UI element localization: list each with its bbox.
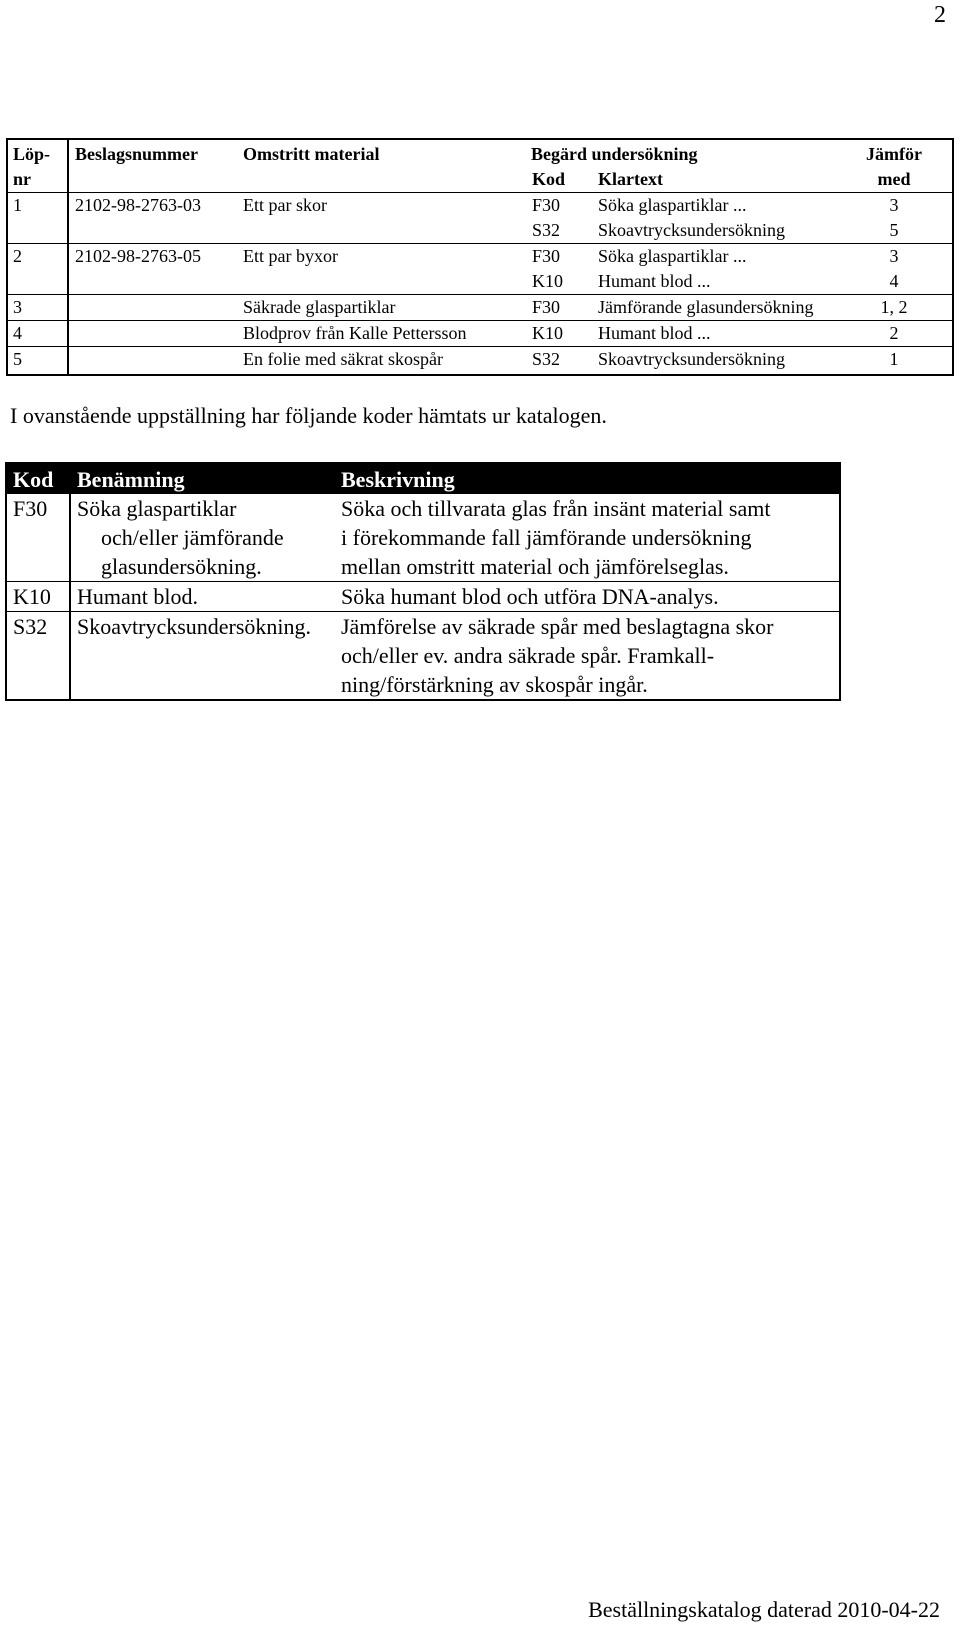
cell-kod: K10 xyxy=(6,582,70,612)
cell-jamfor: 3 xyxy=(844,244,953,270)
header-lopnr-line2: nr xyxy=(7,167,68,193)
cell-klartext: Skoavtrycksundersökning xyxy=(598,220,785,240)
code-row-f30 xyxy=(6,494,840,582)
header-benamning: Benämning xyxy=(70,463,335,494)
header-beslagsnummer: Beslagsnummer xyxy=(75,144,198,164)
cell-material xyxy=(237,269,527,295)
line: Humant blod. xyxy=(77,584,198,609)
header-klartext: Klartext xyxy=(598,169,663,189)
cell-beslag: 2102-98-2763-05 xyxy=(68,244,237,270)
cell-kod: F30 xyxy=(527,193,592,219)
table-row xyxy=(7,321,953,347)
header-jamfor-line2: med xyxy=(877,169,911,189)
cell-material: En folie med säkrat skospår xyxy=(237,347,527,376)
line: glasundersökning. xyxy=(101,554,262,579)
cell-klartext: Söka glaspartiklar ... xyxy=(592,193,844,219)
cell-nr: 2 xyxy=(7,244,68,270)
cell-benamning xyxy=(70,582,335,612)
cell-beskrivning xyxy=(335,582,840,612)
cell-kod: F30 xyxy=(527,295,592,321)
cell-benamning xyxy=(70,494,335,582)
cell-material: Ett par skor xyxy=(237,193,527,219)
cell-material xyxy=(237,218,527,244)
header-beskrivning: Beskrivning xyxy=(335,463,840,494)
cell-kod: F30 xyxy=(6,494,70,582)
cell-kod: S32 xyxy=(6,612,70,701)
cell-nr xyxy=(7,269,68,295)
cell-material: Ett par byxor xyxy=(237,244,527,270)
table-row xyxy=(7,347,953,376)
cell-beslag xyxy=(68,218,237,244)
table-row xyxy=(7,244,953,270)
intro-text: I ovanstående uppställning har följande koder hämtats ur katalogen. xyxy=(10,403,607,428)
code-row-s32 xyxy=(6,612,840,701)
cell-jamfor: 1 xyxy=(844,347,953,376)
header-lopnr: Löp- xyxy=(7,139,68,167)
cell-beslag xyxy=(68,269,237,295)
cell-jamfor: 1, 2 xyxy=(844,295,953,321)
page-number: 2 xyxy=(934,2,946,28)
cell-benamning xyxy=(70,612,335,701)
line: mellan omstritt material och jämförelseglas. xyxy=(341,554,729,579)
cell-klartext: Humant blod ... xyxy=(592,321,844,347)
cell-jamfor: 2 xyxy=(844,321,953,347)
line: Söka glaspartiklar xyxy=(77,496,237,521)
material-table-header xyxy=(7,139,953,167)
cell-beslag: 2102-98-2763-03 xyxy=(68,193,237,219)
cell-material: Säkrade glaspartiklar xyxy=(237,295,527,321)
table-row xyxy=(7,193,953,219)
line: Skoavtrycksundersökning. xyxy=(77,614,312,639)
material-table-subheader xyxy=(7,167,953,193)
cell-material: Blodprov från Kalle Pettersson xyxy=(237,321,527,347)
cell-klartext: Humant blod ... xyxy=(598,271,711,291)
table-row xyxy=(7,295,953,321)
line: ning/förstärkning av skospår ingår. xyxy=(341,672,648,697)
material-table xyxy=(6,138,954,376)
cell-nr xyxy=(7,218,68,244)
code-table-header xyxy=(6,463,840,494)
line: Söka humant blod och utföra DNA-analys. xyxy=(341,584,719,609)
cell-jamfor: 5 xyxy=(889,220,899,240)
line: och/eller ev. andra säkrade spår. Framkall- xyxy=(341,643,715,668)
cell-kod: K10 xyxy=(532,271,563,291)
cell-beslag xyxy=(68,295,237,321)
code-row-k10 xyxy=(6,582,840,612)
cell-jamfor: 3 xyxy=(844,193,953,219)
table-row xyxy=(7,218,953,244)
code-table xyxy=(5,462,841,701)
header-kod: Kod xyxy=(6,463,70,494)
header-omstritt-material: Omstritt material xyxy=(243,144,380,164)
table-row xyxy=(7,269,953,295)
cell-jamfor: 4 xyxy=(889,271,899,291)
line: Jämförelse av säkrade spår med beslagtagna skor xyxy=(341,614,774,639)
cell-kod: S32 xyxy=(532,220,561,240)
line: och/eller jämförande xyxy=(101,525,284,550)
footer-catalog-date: Beställningskatalog daterad 2010-04-22 xyxy=(588,1597,940,1622)
cell-nr: 3 xyxy=(7,295,68,321)
header-begard-undersokning: Begärd undersökning xyxy=(531,144,698,164)
cell-beskrivning xyxy=(335,494,840,582)
cell-beslag xyxy=(68,347,237,376)
header-kod: Kod xyxy=(532,169,566,189)
line: Söka och tillvarata glas från insänt material samt xyxy=(341,496,771,521)
cell-klartext: Söka glaspartiklar ... xyxy=(592,244,844,270)
cell-nr: 4 xyxy=(7,321,68,347)
header-jamfor: Jämför xyxy=(866,144,922,164)
cell-kod: F30 xyxy=(527,244,592,270)
cell-nr: 1 xyxy=(7,193,68,219)
cell-klartext: Skoavtrycksundersökning xyxy=(592,347,844,376)
line: i förekommande fall jämförande undersökning xyxy=(341,525,752,550)
cell-beskrivning xyxy=(335,612,840,701)
cell-beslag xyxy=(68,321,237,347)
cell-kod: K10 xyxy=(527,321,592,347)
cell-klartext: Jämförande glasundersökning xyxy=(592,295,844,321)
cell-kod: S32 xyxy=(527,347,592,376)
cell-nr: 5 xyxy=(7,347,68,376)
